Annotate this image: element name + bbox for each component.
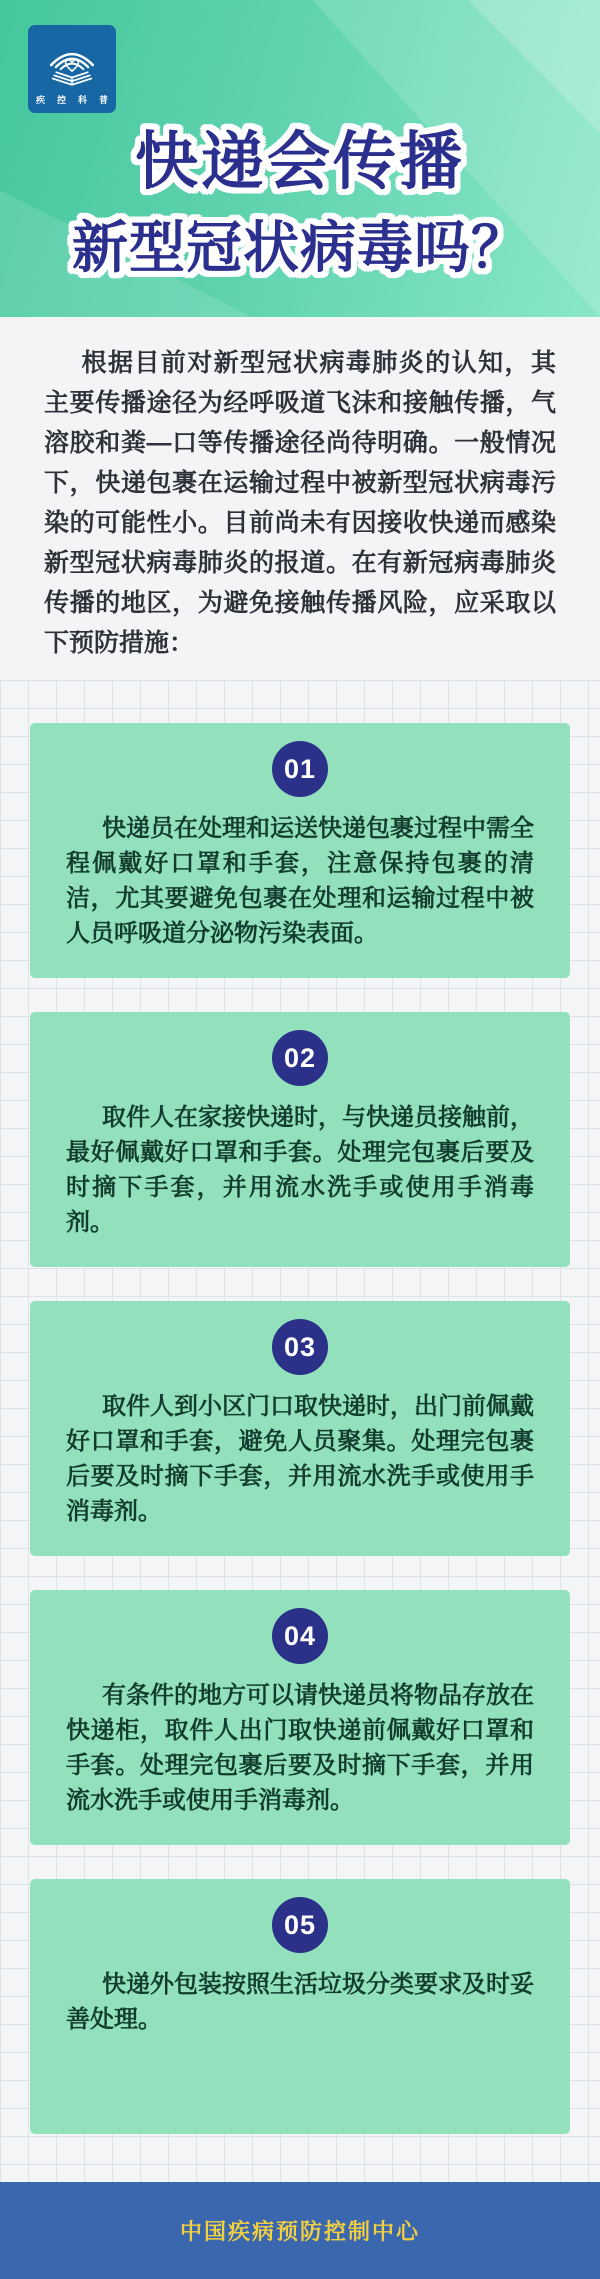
tip-text: 取件人到小区门口取快递时，出门前佩戴好口罩和手套，避免人员聚集。处理完包裹后要及时摘下手套，并用流水洗手或使用手消毒剂。 — [66, 1393, 534, 1525]
poster-body — [0, 317, 600, 2182]
tip-number-badge: 05 — [272, 1897, 328, 1953]
header-banner — [0, 0, 600, 317]
tip-number-badge: 01 — [272, 741, 328, 797]
cdc-emblem-icon — [41, 38, 103, 90]
tip-number-badge: 02 — [272, 1030, 328, 1086]
tip-text: 取件人在家接快递时，与快递员接触前，最好佩戴好口罩和手套。处理完包裹后要及时摘下手套，并用流水洗手或使用手消毒剂。 — [66, 1104, 534, 1236]
tip-card-02 — [30, 1012, 570, 1267]
tip-number-badge: 03 — [272, 1319, 328, 1375]
intro-section — [0, 317, 600, 680]
tip-card-05 — [30, 1879, 570, 2134]
tip-card-01 — [30, 723, 570, 978]
poster-title — [0, 120, 600, 290]
tip-text: 快递员在处理和运送快递包裹过程中需全程佩戴好口罩和手套，注意保持包裹的清洁，尤其要避免包裹在处理和运输过程中被人员呼吸道分泌物污染表面。 — [66, 815, 534, 947]
footer-bar — [0, 2182, 600, 2279]
tip-card-04 — [30, 1590, 570, 1845]
poster-title-line2: 新型冠状病毒吗？ — [72, 216, 528, 279]
footer-org-name: 中国疾病预防控制中心 — [179, 2219, 420, 2244]
intro-paragraph: 根据目前对新型冠状病毒肺炎的认知，其主要传播途径为经呼吸道飞沫和接触传播，气溶胶和粪—口等传播途径尚待明确。一般情况下，快递包裹在运输过程中被新型冠状病毒污染的可能性小。目前尚未有因接收快递而感染新型冠状病毒肺炎的报道。在有新冠病毒肺炎传播的地区，为避免接触传播风险，应采取以下预防措施： — [44, 349, 556, 657]
tip-text: 快递外包装按照生活垃圾分类要求及时妥善处理。 — [66, 1971, 534, 2033]
tips-section — [0, 680, 600, 2182]
tip-text: 有条件的地方可以请快递员将物品存放在快递柜，取件人出门取快递前佩戴好口罩和手套。处理完包裹后要及时摘下手套，并用流水洗手或使用手消毒剂。 — [66, 1682, 534, 1814]
cdc-logo — [28, 25, 120, 113]
tip-card-03 — [30, 1301, 570, 1556]
cdc-logo-text: 疾控科普 — [35, 94, 120, 105]
poster-title-line1: 快递会传播 — [135, 127, 465, 197]
tip-number-badge: 04 — [272, 1608, 328, 1664]
